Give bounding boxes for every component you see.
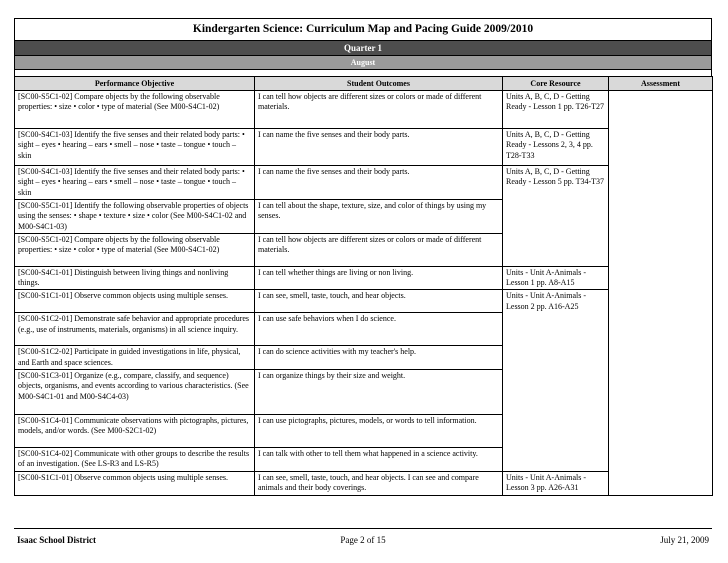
outcome-cell: I can tell how objects are different sizes or colors or made of different materials. (255, 233, 503, 266)
resource-cell: Units - Unit A-Animals - Lesson 2 pp. A16-A25 (503, 290, 609, 472)
objective-cell: [SC00-S4C1-01] Distinguish between living things and nonliving things. (15, 266, 255, 290)
table-header-row (15, 77, 713, 91)
outcome-cell: I can see, smell, taste, touch, and hear objects. I can see and compare animals and their body coverings. (255, 472, 503, 496)
table-row (15, 129, 713, 166)
objective-cell: [SC00-S1C4-02] Communicate with other groups to describe the results of an investigation. (See LS-R3 and LS-R5) (15, 448, 255, 472)
column-header-assessment: Assessment (609, 77, 713, 91)
objective-cell: [SC00-S1C3-01] Organize (e.g., compare, classify, and sequence) objects, organisms, and events according to various characteristics. (See M00-S4C1-01 and M00-S4C4-03) (15, 370, 255, 415)
objective-cell: [SC00-S4C1-03] Identify the five senses and their related body parts: • sight – eyes • hearing – ears • smell – nose • taste – tongue • touch – skin (15, 166, 255, 200)
objective-cell: [SC00-S5C1-02] Compare objects by the following observable properties: • size • color • type of material (See M00-S4C1-02) (15, 233, 255, 266)
table-row (15, 91, 713, 129)
objective-cell: [SC00-S5C1-01] Identify the following observable properties of objects using the senses: • shape • texture • size • color (See M00-S4C1-02 and M00-S4C1-03) (15, 200, 255, 234)
curriculum-page (14, 18, 712, 496)
footer-district: Isaac School District (17, 535, 96, 545)
objective-cell: [SC00-S1C1-01] Observe common objects using multiple senses. (15, 290, 255, 313)
outcome-cell: I can do science activities with my teacher's help. (255, 346, 503, 370)
objective-cell: [SC00-S1C2-02] Participate in guided investigations in life, physical, and Earth and space sciences. (15, 346, 255, 370)
table-row (15, 166, 713, 200)
outcome-cell: I can talk with other to tell them what happened in a science activity. (255, 448, 503, 472)
objective-cell: [SC00-S1C2-01] Demonstrate safe behavior and appropriate procedures (e.g., use of instruments, materials, organisms) in all science inquiry. (15, 313, 255, 346)
assessment-cell (609, 91, 713, 496)
outcome-cell: I can organize things by their size and weight. (255, 370, 503, 415)
quarter-banner: Quarter 1 (14, 40, 712, 56)
outcome-cell: I can name the five senses and their body parts. (255, 166, 503, 200)
outcome-cell: I can use pictographs, pictures, models, or words to tell information. (255, 415, 503, 448)
table-row (15, 290, 713, 313)
resource-cell: Units A, B, C, D - Getting Ready - Lesson 1 pp. T26-T27 (503, 91, 609, 129)
resource-cell: Units - Unit A-Animals - Lesson 1 pp. A8-A15 (503, 266, 609, 290)
outcome-cell: I can tell how objects are different sizes or colors or made of different materials. (255, 91, 503, 129)
objective-cell: [SC00-S1C4-01] Communicate observations with pictographs, pictures, models, and/or words. (See M00-S2C1-02) (15, 415, 255, 448)
objective-cell: [SC00-S1C1-01] Observe common objects using multiple senses. (15, 472, 255, 496)
objective-cell: [SC00-S5C1-02] Compare objects by the following observable properties: • size • color • type of material (See M00-S4C1-02) (15, 91, 255, 129)
outcome-cell: I can see, smell, taste, touch, and hear objects. (255, 290, 503, 313)
column-header-resource: Core Resource (503, 77, 609, 91)
resource-cell: Units A, B, C, D - Getting Ready - Lessons 2, 3, 4 pp. T28-T33 (503, 129, 609, 166)
objective-cell: [SC00-S4C1-03] Identify the five senses and their related body parts: • sight – eyes • hearing – ears • smell – nose • taste – tongue • touch – skin (15, 129, 255, 166)
footer-page-number: Page 2 of 15 (340, 535, 386, 545)
resource-cell: Units - Unit A-Animals - Lesson 3 pp. A26-A31 (503, 472, 609, 496)
month-banner: August (14, 56, 712, 70)
document-title: Kindergarten Science: Curriculum Map and Pacing Guide 2009/2010 (14, 18, 712, 40)
outcome-cell: I can tell about the shape, texture, size, and color of things by using my senses. (255, 200, 503, 234)
resource-cell: Units A, B, C, D - Getting Ready - Lesson 5 pp. T34-T37 (503, 166, 609, 267)
curriculum-table (14, 76, 713, 496)
outcome-cell: I can use safe behaviors when I do science. (255, 313, 503, 346)
table-row (15, 266, 713, 290)
footer-date: July 21, 2009 (660, 535, 709, 545)
outcome-cell: I can tell whether things are living or non living. (255, 266, 503, 290)
page-footer (14, 528, 712, 548)
table-row (15, 472, 713, 496)
outcome-cell: I can name the five senses and their body parts. (255, 129, 503, 166)
column-header-objective: Performance Objective (15, 77, 255, 91)
column-header-outcomes: Student Outcomes (255, 77, 503, 91)
